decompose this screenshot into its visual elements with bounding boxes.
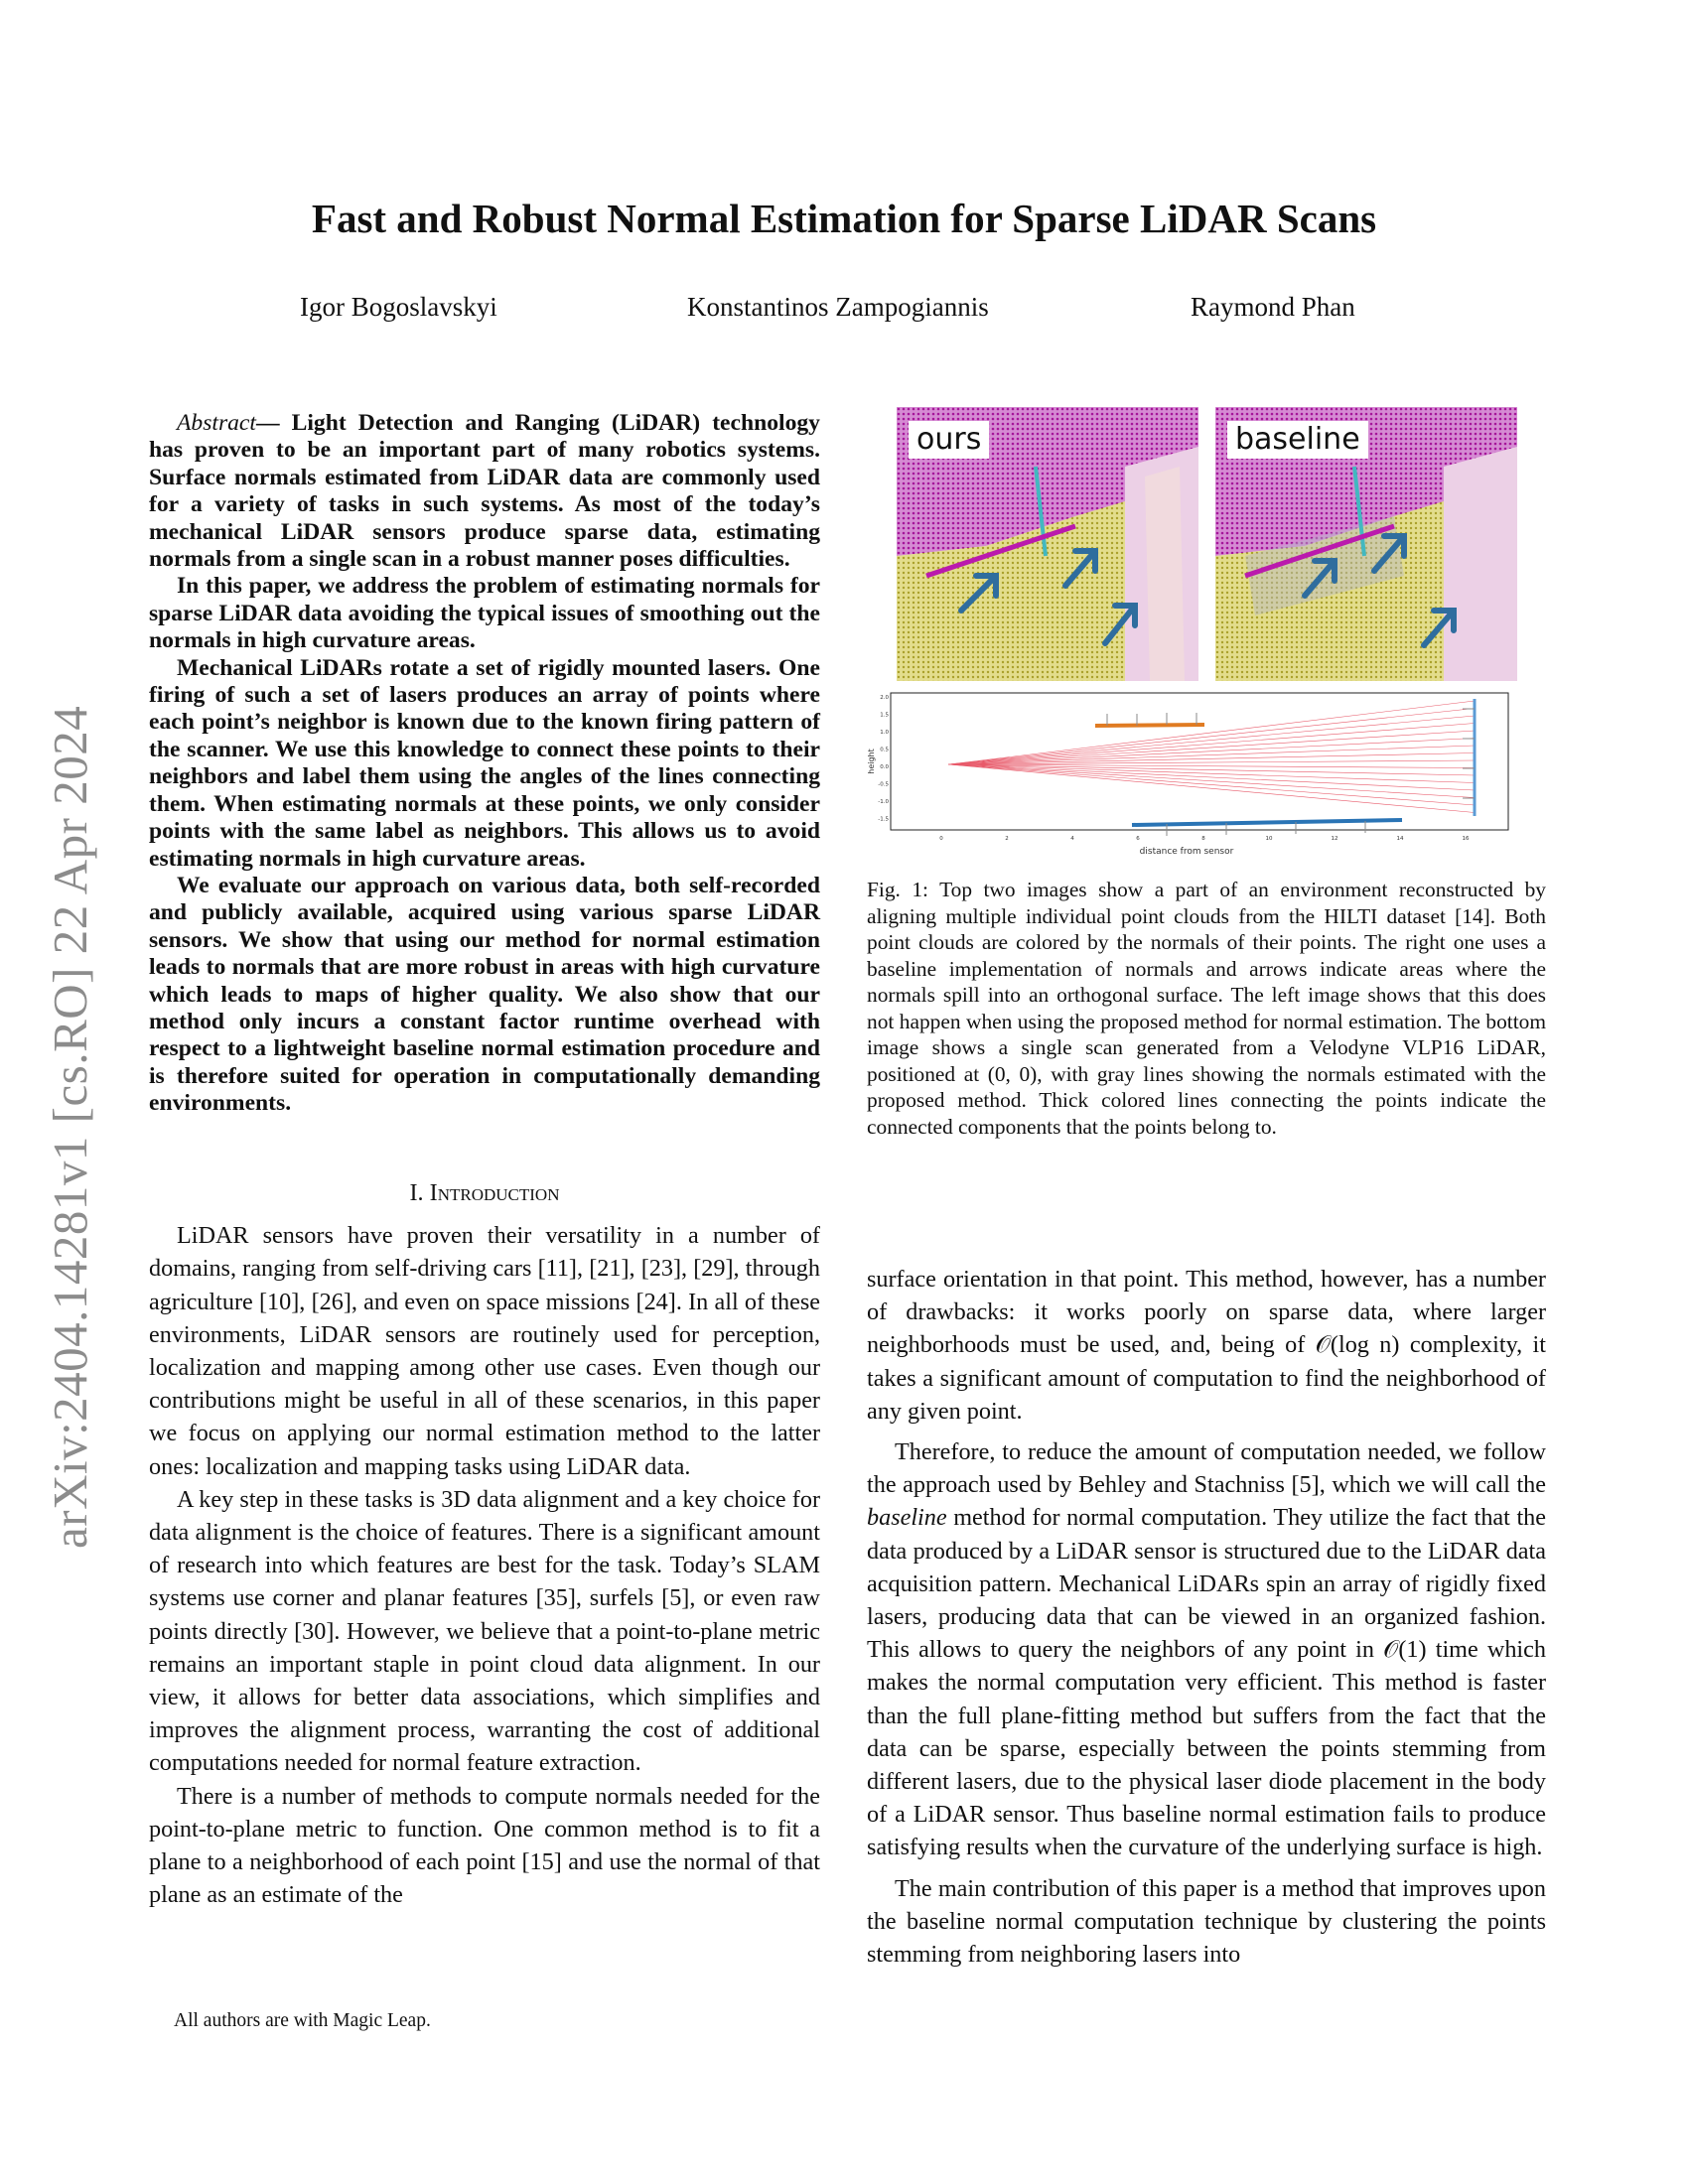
y-tick-label: 1.0 bbox=[880, 730, 889, 736]
y-axis-label: height bbox=[867, 749, 876, 774]
x-tick-label: 10 bbox=[1265, 836, 1273, 842]
point-cloud-baseline bbox=[1215, 407, 1517, 681]
footnote: All authors are with Magic Leap. bbox=[174, 2010, 431, 2031]
abstract-paragraph-4: We evaluate our approach on various data, both self-recorded and publicly available, acquired using various sparse LiDAR sensors. We show that using our method for normal estimation leads to normals that are more robust in areas with high curvature which leads to maps of higher quality. We also show that our method only incurs a constant factor runtime overhead with respect to a lightweight baseline normal estimation procedure and is therefore suited for operation in computationally demanding environments. bbox=[149, 872, 820, 1117]
x-tick-label: 12 bbox=[1331, 836, 1338, 842]
right-paragraph-3: The main contribution of this paper is a method that improves upon the baseline normal computation technique by clustering the points stemming from neighboring lasers into bbox=[867, 1874, 1546, 1969]
ours-label: ours bbox=[909, 421, 989, 459]
x-tick-label: 14 bbox=[1396, 836, 1404, 842]
x-tick-label: 2 bbox=[1005, 836, 1009, 842]
author-1: Igor Bogoslavskyi bbox=[300, 292, 497, 322]
x-tick-label: 16 bbox=[1462, 836, 1470, 842]
intro-right-column bbox=[867, 1263, 1546, 1971]
y-tick-label: -1.0 bbox=[878, 799, 889, 805]
lidar-scan-plot bbox=[869, 689, 1514, 860]
section-heading: I. Introduction bbox=[409, 1179, 560, 1206]
x-tick-label: 4 bbox=[1070, 836, 1074, 842]
intro-paragraph-3: There is a number of methods to compute normals needed for the point-to-plane metric to function. One common method is to fit a plane to a neighborhood of each point [15] and use the normal of that plane as an estimate of the bbox=[149, 1782, 820, 1909]
x-axis-label: distance from sensor bbox=[1139, 847, 1234, 857]
ceiling-segment bbox=[1095, 725, 1204, 726]
y-tick-label: -0.5 bbox=[878, 781, 889, 788]
baseline-label: baseline bbox=[1227, 421, 1368, 459]
y-tick-label: 0.0 bbox=[880, 764, 889, 770]
figure-caption: Fig. 1: Top two images show a part of an environment reconstructed by aligning multiple individual point clouds from the HILTI dataset [14]. Both point clouds are colored by the normals of their points. The right one uses a baseline implementation of normals and arrows indicate areas where the normals spill into an orthogonal surface. The left image shows that this does not happen when using the proposed method for normal estimation. The bottom image shows a single scan generated from a Velodyne VLP16 LiDAR, positioned at (0, 0), with gray lines showing the normals estimated with the proposed method. Thick colored lines connecting the points indicate the connected components that the points belong to. bbox=[867, 878, 1546, 1139]
y-tick-label: -1.5 bbox=[878, 816, 889, 823]
arxiv-side-label: arXiv:2404.14281v1 [cs.RO] 22 Apr 2024 bbox=[43, 705, 97, 1549]
x-tick-label: 8 bbox=[1201, 836, 1205, 842]
intro-paragraph-2: A key step in these tasks is 3D data alignment and a key choice for data alignment is the choice of features. There is a significant amount of research into which features are best for the task. Today’s SLAM systems use corner and planar features [35], surfels [5], or even raw points directly [30]. However, we believe that a point-to-plane metric remains an important staple in point cloud data alignment. In our view, it allows for better data associations, which simplifies and improves the alignment process, warranting the cost of additional computations needed for normal feature extraction. bbox=[149, 1485, 820, 1777]
intro-left-column bbox=[149, 1162, 820, 1911]
x-tick-label: 6 bbox=[1136, 836, 1140, 842]
y-tick-label: 1.5 bbox=[880, 712, 889, 719]
y-tick-label: 0.5 bbox=[880, 747, 889, 753]
point-cloud-ours bbox=[897, 407, 1198, 681]
abstract bbox=[149, 410, 820, 1118]
y-tick-label: 2.0 bbox=[880, 695, 889, 701]
intro-paragraph-1: LiDAR sensors have proven their versatility in a number of domains, ranging from self-driving cars [11], [21], [23], [29], through agriculture [10], [26], and even on space missions [24]. In all of these environments, LiDAR sensors are routinely used for perception, localization and mapping among other use cases. Even though our contributions might be useful in all of these scenarios, in this paper we focus on applying our normal estimation method to the latter ones: localization and mapping tasks using LiDAR data. bbox=[149, 1222, 820, 1480]
paper-title: Fast and Robust Normal Estimation for Sparse LiDAR Scans bbox=[311, 196, 1377, 241]
right-paragraph-1: surface orientation in that point. This method, however, has a number of drawbacks: it works poorly on sparse data, where larger neighborhoods must be used, and, being of 𝒪(log n) complexity, it takes a significant amount of computation to find the neighborhood of any given point. bbox=[867, 1266, 1546, 1425]
abstract-label: Abstract bbox=[177, 410, 256, 436]
author-2: Konstantinos Zampogiannis bbox=[687, 292, 989, 322]
abstract-paragraph-1: Abstract— Light Detection and Ranging (LiDAR) technology has proven to be an important part of many robotics systems. Surface normals estimated from LiDAR data are commonly used for a variety of tasks in such systems. As most of the today’s mechanical LiDAR sensors produce sparse data, estimating normals from a single scan in a robust manner poses difficulties. bbox=[149, 410, 820, 573]
author-3: Raymond Phan bbox=[1191, 292, 1355, 322]
x-tick-label: 0 bbox=[939, 836, 943, 842]
abstract-paragraph-3: Mechanical LiDARs rotate a set of rigidly mounted lasers. One firing of such a set of lasers produces an array of points where each point’s neighbor is known due to the known firing pattern of the scanner. We use this knowledge to connect these points to their neighbors and label them using the angles of the lines connecting them. When estimating normals at these points, we only consider points with the same label as neighbors. This allows us to avoid estimating normals in high curvature areas. bbox=[149, 654, 820, 872]
right-paragraph-2: Therefore, to reduce the amount of computation needed, we follow the approach used by Behley and Stachniss [5], which we will call the baseline method for normal computation. They utilize the fact that the data produced by a LiDAR sensor is structured due to the LiDAR data acquisition pattern. Mechanical LiDARs spin an array of rigidly fixed lasers, producing data that can be viewed in an organized fashion. This allows to query the neighbors of any point in 𝒪(1) time which makes the normal computation very efficient. This method is faster than the full plane-fitting method but suffers from the fact that the data can be sparse, especially between the points stemming from different lasers, due to the physical laser diode placement in the body of a LiDAR sensor. Thus baseline normal estimation fails to produce satisfying results when the curvature of the underlying surface is high. bbox=[867, 1438, 1546, 1861]
abstract-paragraph-2: In this paper, we address the problem of estimating normals for sparse LiDAR data avoiding the typical issues of smoothing out the normals in high curvature areas. bbox=[149, 573, 820, 654]
